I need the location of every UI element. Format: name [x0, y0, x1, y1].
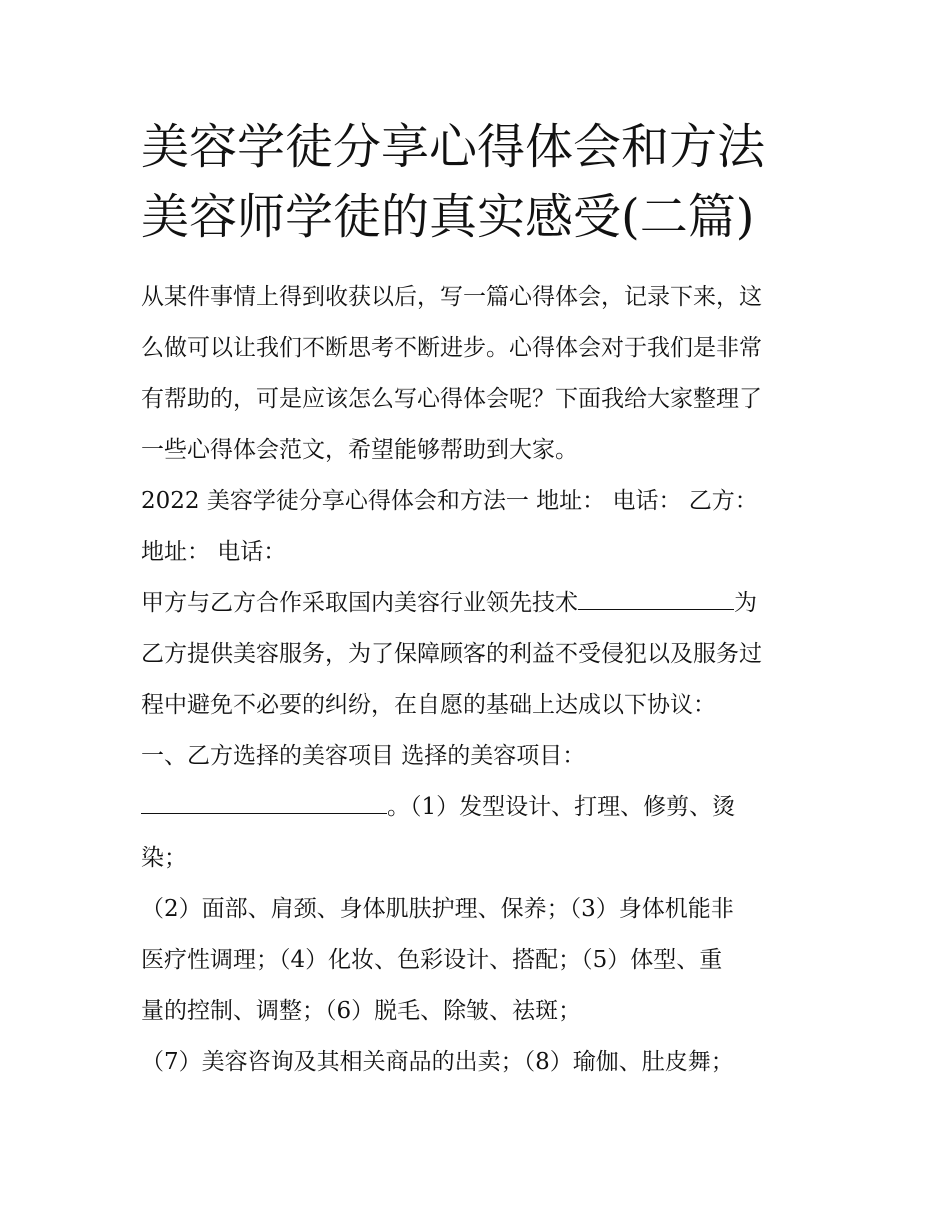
intro-line-3: 有帮助的，可是应该怎么写心得体会呢？下面我给大家整理了: [141, 386, 762, 412]
document-page: [141, 112, 813, 1088]
document-title: [141, 112, 813, 252]
intro-line-1: 从某件事情上得到收获以后，写一篇心得体会，记录下来，这: [141, 284, 762, 310]
agreement-paragraph: [141, 578, 813, 731]
agreement-line-1-suffix: 为: [734, 590, 757, 616]
items-line-4: 医疗性调理；（4）化妆、色彩设计、搭配；（5）体型、重: [141, 947, 723, 973]
agreement-line-1: [141, 578, 813, 629]
agreement-line-2: 乙方提供美容服务，为了保障顾客的利益不受侵犯以及服务过: [141, 641, 762, 667]
items-line-3: （2）面部、肩颈、身体肌肤护理、保养；（3）身体机能非: [141, 896, 734, 922]
contract-header-line-2: 地址： 电话：: [141, 539, 287, 565]
items-line-5: 量的控制、调整；（6）脱毛、除皱、祛斑；: [141, 998, 582, 1024]
items-line-2: 染；: [141, 845, 187, 871]
section-one-heading: 一、乙方选择的美容项目 选择的美容项目：: [141, 743, 586, 769]
title-line-2: 美容师学徒的真实感受(二篇): [141, 189, 755, 245]
title-line-1: 美容学徒分享心得体会和方法: [141, 119, 766, 175]
items-line-1-text: 。（1）发型设计、打理、修剪、烫: [387, 794, 736, 820]
section-one: [141, 731, 813, 1088]
project-blank: [141, 791, 387, 814]
items-line-1: [141, 782, 813, 833]
agreement-line-3: 程中避免不必要的纠纷，在自愿的基础上达成以下协议：: [141, 692, 716, 718]
intro-paragraph: [141, 272, 813, 476]
agreement-line-1-text: 甲方与乙方合作采取国内美容行业领先技术: [141, 590, 578, 616]
contract-header: [141, 476, 813, 578]
intro-line-2: 么做可以让我们不断思考不断进步。心得体会对于我们是非常: [141, 335, 762, 361]
items-line-6: （7）美容咨询及其相关商品的出卖；（8）瑜伽、肚皮舞；: [141, 1049, 734, 1075]
technology-blank: [578, 587, 734, 610]
intro-line-4: 一些心得体会范文，希望能够帮助到大家。: [141, 437, 578, 463]
contract-header-line-1: 2022 美容学徒分享心得体会和方法一 地址： 电话： 乙方：: [141, 488, 758, 514]
